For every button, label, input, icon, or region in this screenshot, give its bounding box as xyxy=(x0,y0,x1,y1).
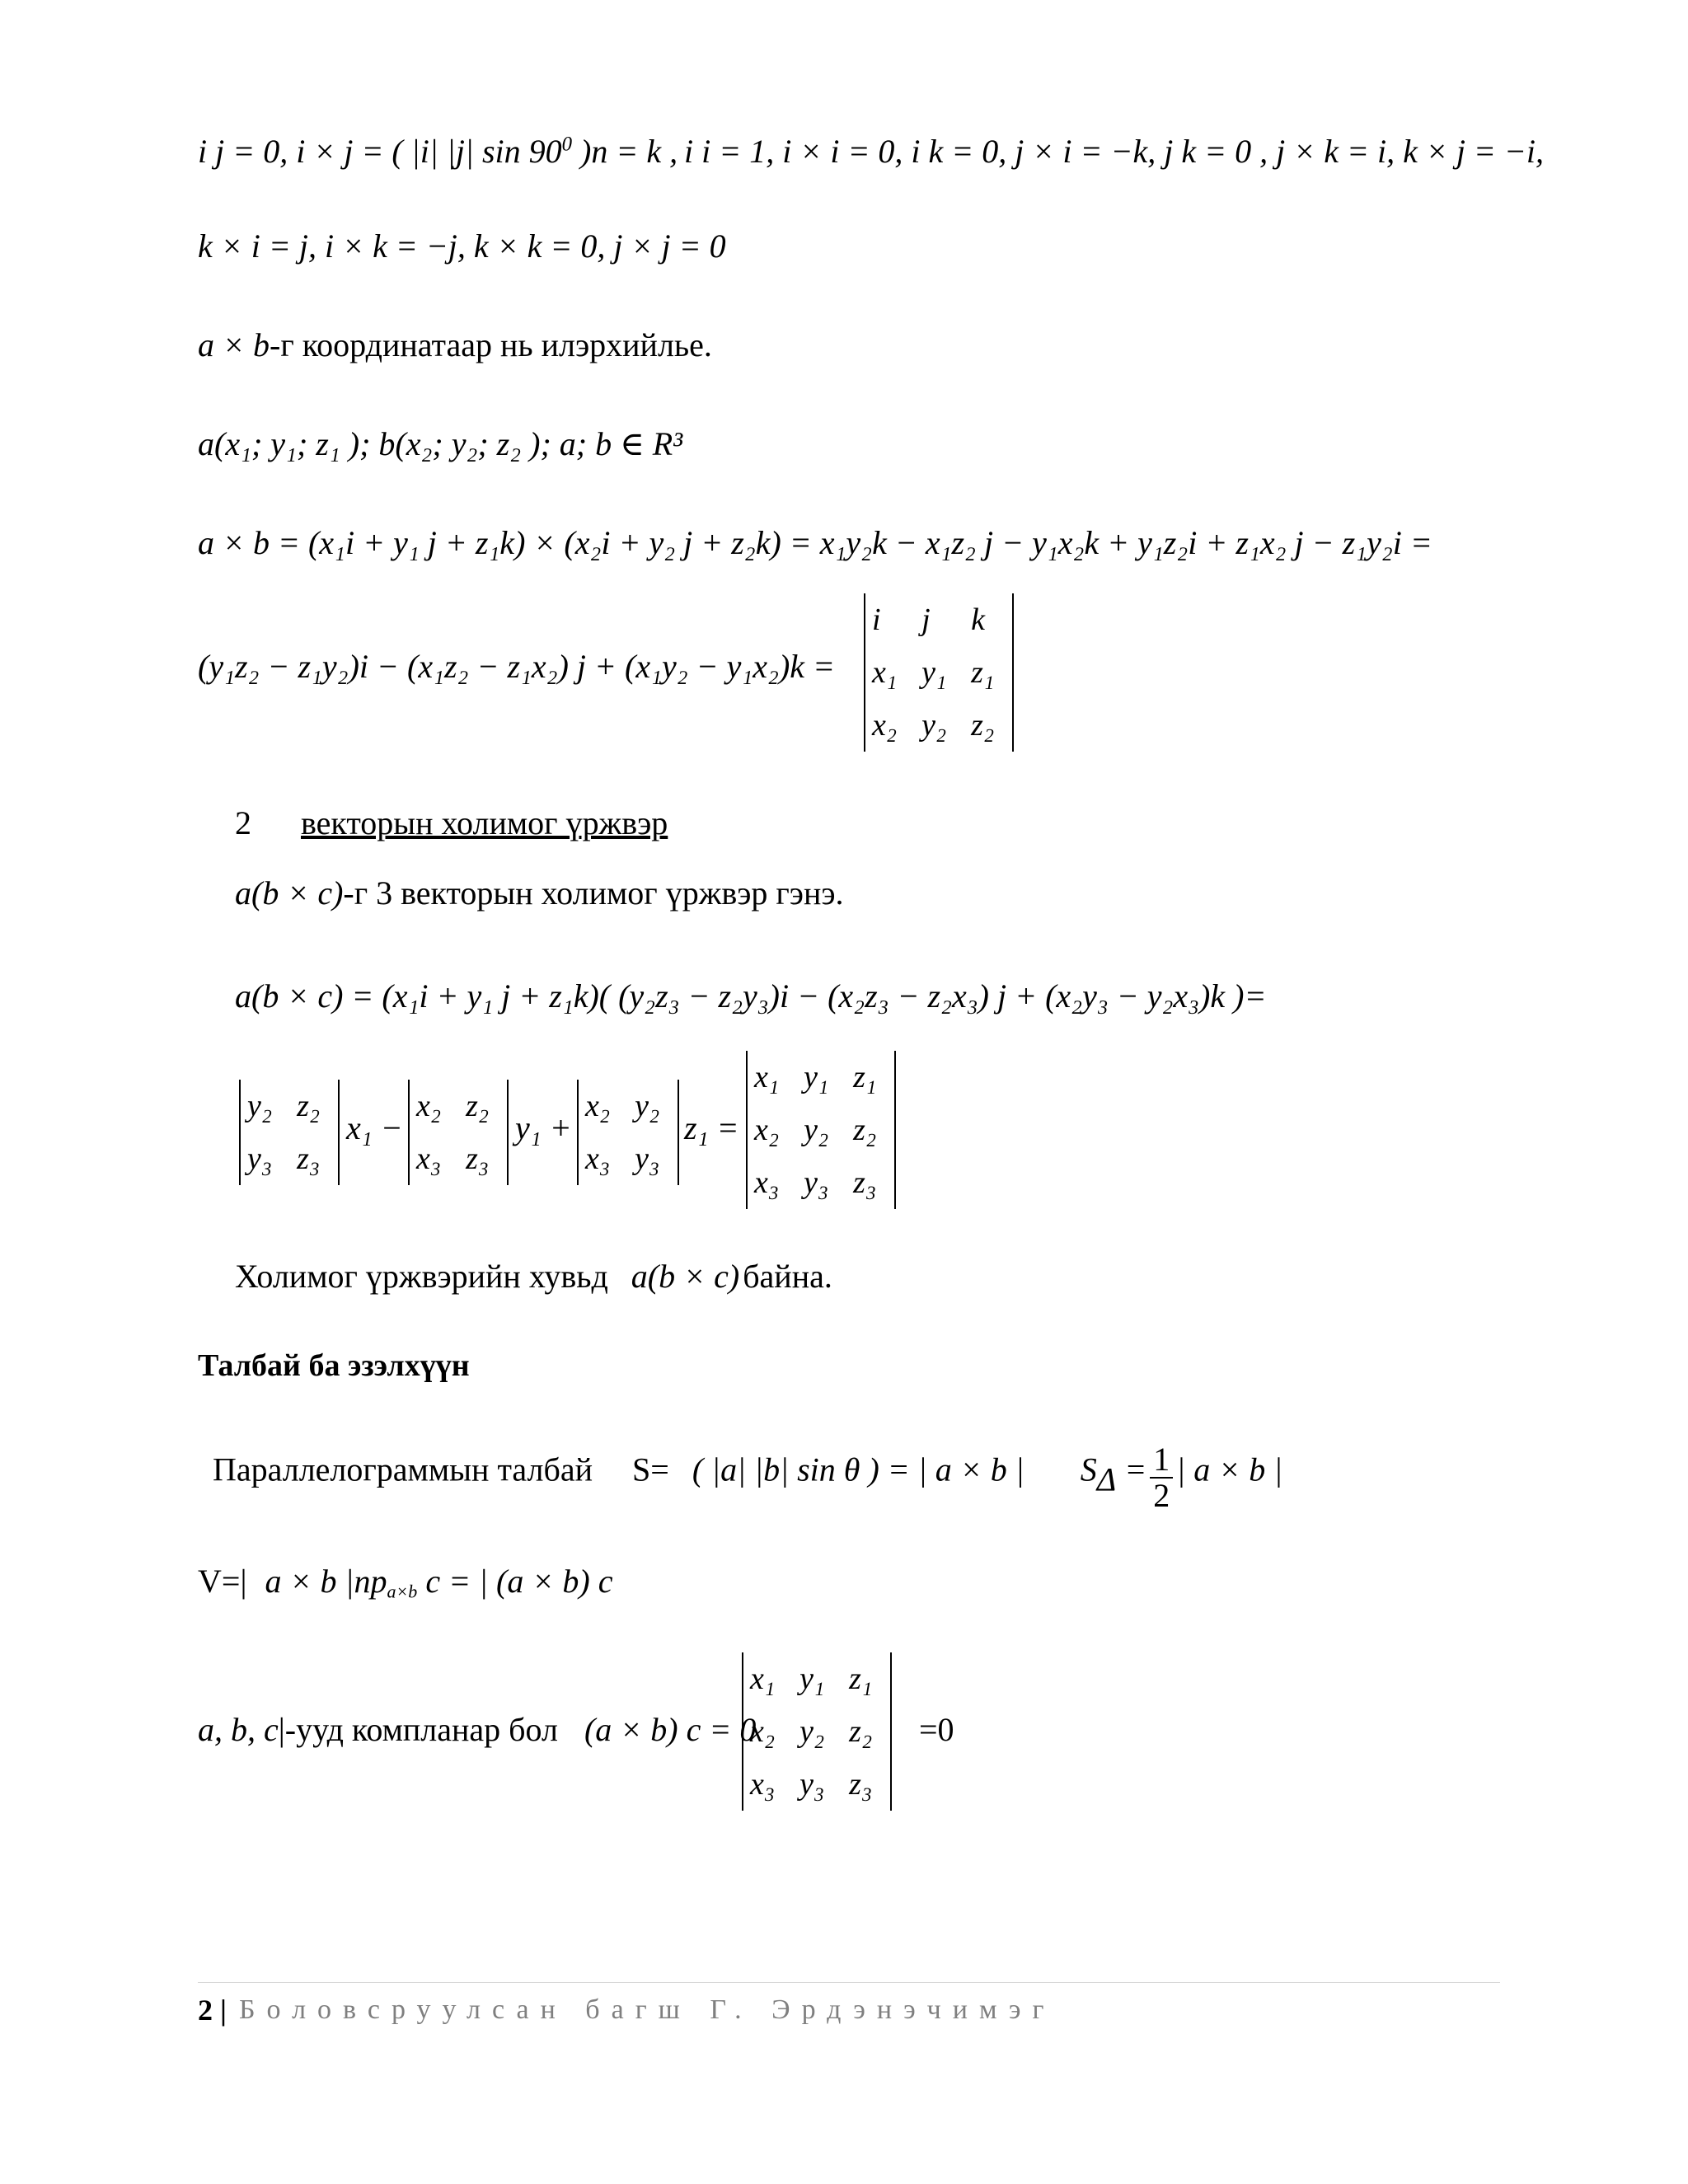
det-cell: x₂ xyxy=(416,1089,442,1123)
det-cell: y₂ xyxy=(635,1089,660,1123)
area-s-symbol: S= xyxy=(632,1451,669,1488)
cross-product-symbol: a × b xyxy=(198,326,270,363)
section-title: векторын холимог үржвэр xyxy=(301,804,668,841)
det-cell: x₁ xyxy=(754,1060,780,1094)
formula-unit-vector-products xyxy=(198,132,678,171)
det-cell: z₂ xyxy=(297,1089,321,1123)
fraction-numerator: 1 xyxy=(1150,1442,1173,1479)
determinant-3x3 xyxy=(746,1051,896,1209)
mixed-product-expansion xyxy=(235,977,1266,1015)
mixed-product-text: -г 3 векторын холимог үржвэр гэнэ. xyxy=(343,874,844,912)
det-cell: x₁ xyxy=(750,1661,776,1696)
mixed-product-symbol: a(b × c) xyxy=(235,874,344,912)
det-cell: x₂ xyxy=(872,708,898,743)
parallelogram-area xyxy=(213,1442,1282,1513)
det-cell: z₁ xyxy=(849,1661,873,1696)
det-cell: y₂ xyxy=(247,1089,273,1123)
coplanar-text: |-ууд компланар бол xyxy=(278,1711,558,1748)
volume-rest: c = | (a × b) c xyxy=(417,1563,613,1600)
multiplier-x1: x₁ − xyxy=(346,1109,403,1146)
det-cell: z₁ xyxy=(971,655,995,690)
det-cell: y₃ xyxy=(247,1141,273,1176)
determinant-b-table xyxy=(410,1080,507,1185)
det-cell: z₁ xyxy=(853,1060,877,1094)
det-cell: y₂ xyxy=(799,1714,825,1749)
formula-ij: i j = 0, i × j = ( |i| |j| sin 90 xyxy=(198,133,562,170)
det-cell: y₁ xyxy=(804,1060,829,1094)
triangle-area-formula: | a × b | xyxy=(1176,1451,1283,1488)
volume-formula xyxy=(198,1562,612,1603)
one-half-fraction xyxy=(1150,1442,1173,1513)
determinant-c-table xyxy=(579,1080,678,1185)
formula-cross-products xyxy=(198,227,726,265)
coplanar-formula: (a × b) c = 0 xyxy=(584,1711,757,1748)
express-by-coordinates xyxy=(198,326,712,364)
mixed-product-definition xyxy=(235,874,844,912)
det-cell: z₃ xyxy=(849,1767,873,1802)
note-text-1: Холимог үржвэрийн хувьд xyxy=(235,1258,608,1295)
cross-product-components xyxy=(198,647,835,686)
section-number: 2 xyxy=(235,804,251,841)
volume-projection: a × b |пр xyxy=(265,1563,387,1600)
multiplier-y1: y₁ + xyxy=(515,1109,572,1146)
cross-product-components-text: (y₁z₂ − z₁y₂)i − (x₁z₂ − z₁x₂) j + (x₁y₂ − y₁x₂)k = xyxy=(198,648,836,685)
determinant-coplanar xyxy=(742,1652,892,1811)
degree-superscript: 0 xyxy=(561,133,573,156)
det-cell: x₂ xyxy=(750,1714,776,1749)
formula-cross-products-text: k × i = j, i × k = −j, k × k = 0, j × j = 0 xyxy=(198,227,726,265)
det-cell: y₃ xyxy=(635,1141,660,1176)
det-cell: y₃ xyxy=(799,1767,825,1802)
projection-subscript: a×b xyxy=(387,1581,418,1602)
multiplier-z1: z₁ = xyxy=(684,1109,739,1146)
det-cell: y₃ xyxy=(804,1165,829,1200)
mixed-product-note xyxy=(235,1257,832,1296)
det-cell: x₃ xyxy=(754,1165,780,1200)
det-cell: y₂ xyxy=(921,708,947,743)
volume-label: V=| xyxy=(198,1563,247,1600)
determinant-a xyxy=(239,1080,340,1185)
parallelogram-label: Параллелограммын талбай xyxy=(213,1451,593,1488)
coplanar-equals-zero: =0 xyxy=(919,1711,954,1748)
page-number: 2 | xyxy=(198,1994,227,2027)
area-volume-heading: Талбай ба эзэлхүүн xyxy=(198,1348,470,1383)
delta-subscript: Δ xyxy=(1096,1460,1117,1498)
det-cell: i xyxy=(872,602,881,637)
determinant-3x3-table xyxy=(748,1051,894,1209)
det-cell: z₂ xyxy=(853,1113,877,1147)
equals-sign: = xyxy=(1116,1451,1147,1488)
det-cell: z₂ xyxy=(466,1089,490,1123)
det-cell: x₃ xyxy=(750,1767,776,1802)
determinant-ijk-table xyxy=(865,593,1012,752)
determinant-coplanar-table xyxy=(743,1652,890,1811)
coplanar-vectors: a, b, c xyxy=(198,1711,279,1748)
cross-product-expansion-text: a × b = (x₁i + y₁ j + z₁k) × (x₂i + y₂ j + z₂k) = x₁y₂k − x₁z₂ j − y₁x₂k + y₁z₂i + z₁x₂ j − z₁y₂i = xyxy=(198,524,1432,561)
triangle-area-symbol: S xyxy=(1080,1451,1097,1488)
det-cell: x₂ xyxy=(754,1113,780,1147)
det-cell: x₃ xyxy=(416,1141,442,1176)
footer-divider xyxy=(198,1982,1500,1983)
det-cell: z₂ xyxy=(971,708,995,743)
note-text-2: байна. xyxy=(743,1258,832,1295)
det-cell: x₁ xyxy=(872,655,898,690)
section-2-heading xyxy=(235,804,668,842)
footer-author: Боловсруулсан багш Г. Эрдэнэчимэг xyxy=(239,1994,1056,2025)
formula-ii: i i = 1, i × i = 0, i k = 0, j × i = −k, j k = 0 , j × k = i, k × j = −i, xyxy=(684,133,1545,170)
det-cell: z₃ xyxy=(466,1141,490,1176)
determinant-ijk xyxy=(864,593,1014,752)
det-cell: z₂ xyxy=(849,1714,873,1749)
area-formula: ( |a| |b| sin θ ) = | a × b | xyxy=(692,1451,1025,1488)
fraction-denominator: 2 xyxy=(1153,1477,1170,1514)
det-cell: x₂ xyxy=(585,1089,611,1123)
det-cell: y₁ xyxy=(799,1661,825,1696)
formula-ij-end: )n = k , xyxy=(572,133,678,170)
express-text: -г координатаар нь илэрхийлье. xyxy=(270,326,712,363)
formula-unit-vector-products-2 xyxy=(684,132,1544,171)
mixed-product-expansion-text: a(b × c) = (x₁i + y₁ j + z₁k)( (y₂z₃ − z₂y₃)i − (x₂z₃ − z₂x₃) j + (x₂y₃ − y₂x₃)k )= xyxy=(235,977,1267,1015)
vectors-definition xyxy=(198,424,682,463)
det-cell: z₃ xyxy=(853,1165,877,1200)
note-formula: a(b × c) xyxy=(631,1258,740,1295)
determinant-c xyxy=(577,1080,679,1185)
det-cell: j xyxy=(921,602,931,637)
vectors-definition-text: a(x₁; y₁; z₁ ); b(x₂; y₂; z₂ ); a; b ∈ R³ xyxy=(198,425,683,462)
det-cell: k xyxy=(971,602,986,637)
coplanar-condition xyxy=(198,1710,756,1749)
cross-product-expansion xyxy=(198,523,1432,562)
det-cell: z₃ xyxy=(297,1141,321,1176)
det-cell: x₃ xyxy=(585,1141,611,1176)
det-cell: y₂ xyxy=(804,1113,829,1147)
determinant-b xyxy=(408,1080,509,1185)
determinant-a-table xyxy=(241,1080,338,1185)
det-cell: y₁ xyxy=(921,655,947,690)
